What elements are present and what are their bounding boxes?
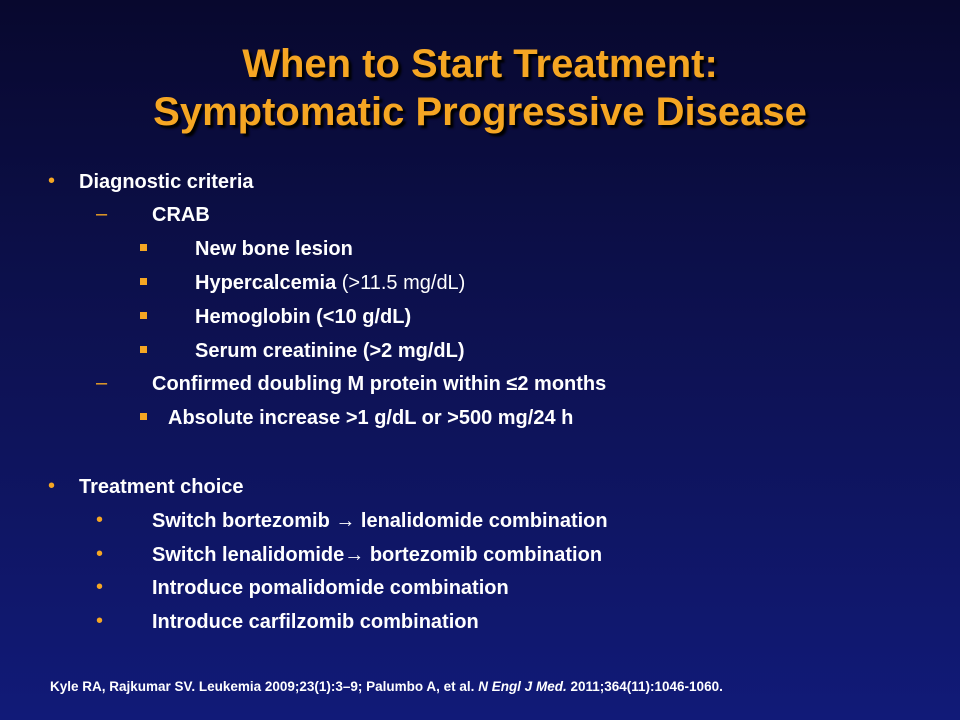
crab-item-hemoglobin: Hemoglobin (<10 g/dL) [195, 306, 412, 328]
treatment-item-1 [152, 509, 608, 533]
bullet-dot-icon: • [96, 576, 104, 598]
bullet-dot-icon: • [48, 170, 56, 192]
treatment-item-1-before: Switch bortezomib [152, 510, 336, 532]
treatment-item-3: Introduce pomalidomide combination [152, 577, 509, 599]
treatment-item-1-after: lenalidomide combination [355, 510, 608, 532]
reference-journal: N Engl J Med. [478, 679, 567, 694]
crab-item-hypercalcemia [195, 271, 465, 295]
hypercalcemia-value: (>11.5 mg/dL) [336, 272, 466, 294]
bullet-square-icon [140, 244, 147, 251]
reference-citation [50, 679, 723, 694]
bullet-square-icon [140, 346, 147, 353]
bullet-dash-icon: – [96, 372, 108, 394]
bullet-dash-icon: – [96, 203, 108, 225]
bullet-square-icon [140, 413, 147, 420]
doubling-sub-item: Absolute increase >1 g/dL or >500 mg/24 h [168, 407, 574, 429]
bullet-dot-icon: • [96, 509, 104, 531]
treatment-item-2 [152, 543, 602, 567]
treatment-item-2-before: Switch lenalidomide [152, 544, 345, 566]
arrow-right-icon: → [344, 544, 365, 566]
title-line-1: When to Start Treatment: [242, 42, 718, 86]
slide-title [0, 40, 960, 136]
bullet-square-icon [140, 312, 147, 319]
crab-item-creatinine: Serum creatinine (>2 mg/dL) [195, 340, 465, 362]
bullet-diagnostic-criteria: Diagnostic criteria [79, 171, 254, 193]
bullet-dot-icon: • [96, 543, 104, 565]
bullet-doubling: Confirmed doubling M protein within ≤2 months [152, 373, 607, 395]
reference-authors: Kyle RA, Rajkumar SV. Leukemia 2009;23(1):3–9; Palumbo A, et al. [50, 679, 479, 694]
bullet-dot-icon: • [96, 610, 104, 632]
treatment-item-4: Introduce carfilzomib combination [152, 611, 479, 633]
hypercalcemia-label: Hypercalcemia [195, 272, 337, 294]
bullet-square-icon [140, 278, 147, 285]
crab-item-bone-lesion: New bone lesion [195, 238, 353, 260]
bullet-dot-icon: • [48, 475, 56, 497]
bullet-crab: CRAB [152, 204, 210, 226]
reference-volume: 2011;364(11):1046-1060. [566, 679, 723, 694]
bullet-treatment-choice: Treatment choice [79, 476, 244, 498]
title-line-2: Symptomatic Progressive Disease [153, 90, 807, 134]
treatment-item-2-after: bortezomib combination [364, 544, 603, 566]
arrow-right-icon: → [335, 510, 356, 532]
